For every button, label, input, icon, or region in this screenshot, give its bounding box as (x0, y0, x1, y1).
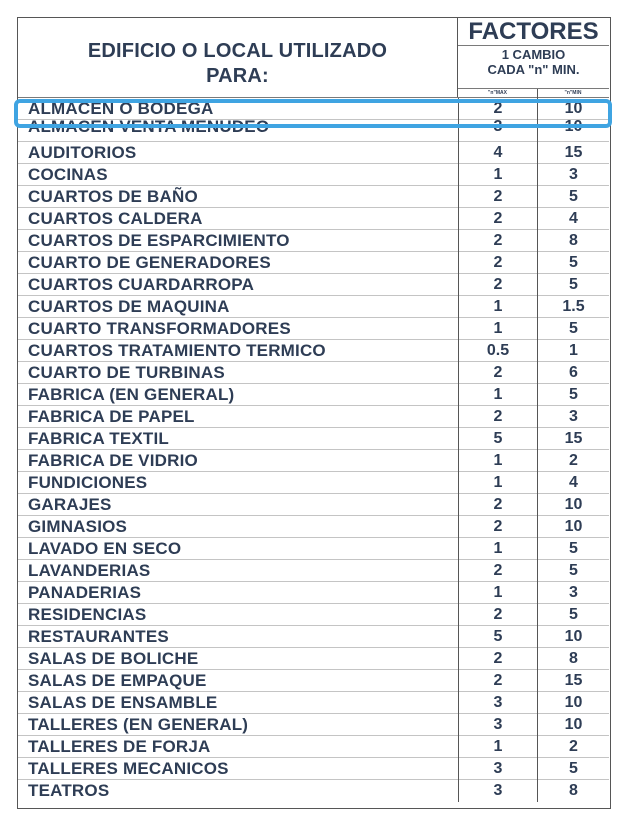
table-row (18, 296, 609, 318)
column-title-line1: EDIFICIO O LOCAL UTILIZADO (87, 40, 388, 62)
n-min-cell: 5 (537, 758, 609, 780)
n-max-cell: 1 (458, 318, 537, 340)
building-name-cell: CUARTOS DE MAQUINA (28, 297, 230, 316)
n-max-cell: 1 (458, 538, 537, 560)
n-min-cell: 2 (537, 450, 609, 472)
n-max-cell: 2 (458, 230, 537, 252)
table-row (18, 516, 609, 538)
table-row (18, 362, 609, 384)
building-name-cell: CUARTO DE TURBINAS (28, 363, 225, 382)
n-max-cell: 1 (458, 582, 537, 604)
n-min-cell: 8 (537, 780, 609, 802)
table-row (18, 142, 609, 164)
building-name-cell: LAVANDERIAS (28, 561, 151, 580)
every-n-min-label: CADA "n" MIN. (487, 62, 580, 77)
n-min-cell: 6 (537, 362, 609, 384)
subcolumn-header-row (458, 88, 609, 97)
n-min-cell: 1 (537, 340, 609, 362)
table-row (18, 494, 609, 516)
building-name-cell: RESTAURANTES (28, 627, 169, 646)
n-max-cell: 3 (458, 120, 537, 142)
building-name-cell: COCINAS (28, 165, 108, 184)
factors-table (17, 17, 611, 809)
table-row (18, 692, 609, 714)
table-row (18, 450, 609, 472)
n-max-header: "n"MAX (488, 90, 507, 96)
building-name-cell: ALMACEN O BODEGA (28, 99, 214, 118)
n-max-cell: 2 (458, 494, 537, 516)
building-name-cell: CUARTOS CALDERA (28, 209, 203, 228)
table-row (18, 318, 609, 340)
building-name-cell: LAVADO EN SECO (28, 539, 182, 558)
table-row (18, 758, 609, 780)
n-min-cell: 5 (537, 318, 609, 340)
table-row (18, 186, 609, 208)
table-row (18, 428, 609, 450)
n-min-cell: 10 (537, 494, 609, 516)
n-max-cell: 3 (458, 758, 537, 780)
n-min-cell: 5 (537, 604, 609, 626)
n-max-cell: 1 (458, 736, 537, 758)
table-row (18, 274, 609, 296)
n-max-cell: 1 (458, 472, 537, 494)
building-name-cell: SALAS DE EMPAQUE (28, 671, 207, 690)
building-name-cell: CUARTOS TRATAMIENTO TERMICO (28, 341, 326, 360)
building-name-cell: CUARTOS DE BAÑO (28, 187, 198, 206)
n-min-cell: 15 (537, 428, 609, 450)
table-row (18, 472, 609, 494)
building-name-cell: PANADERIAS (28, 583, 142, 602)
n-min-cell: 15 (537, 670, 609, 692)
building-name-cell: GIMNASIOS (28, 517, 128, 536)
building-name-cell: CUARTO DE GENERADORES (28, 253, 271, 272)
building-name-cell: CUARTOS DE ESPARCIMIENTO (28, 231, 290, 250)
n-max-cell: 4 (458, 142, 537, 164)
n-max-cell: 3 (458, 692, 537, 714)
building-column-header (18, 18, 458, 97)
n-max-cell: 3 (458, 714, 537, 736)
building-name-cell: AUDITORIOS (28, 143, 137, 162)
table-body (18, 98, 609, 802)
table-row (18, 560, 609, 582)
n-max-cell: 5 (458, 428, 537, 450)
n-max-cell: 2 (458, 186, 537, 208)
n-min-cell: 5 (537, 538, 609, 560)
n-max-cell: 2 (458, 252, 537, 274)
n-min-cell: 5 (537, 384, 609, 406)
n-max-cell: 2 (458, 208, 537, 230)
n-min-cell: 1.5 (537, 296, 609, 318)
n-max-cell: 3 (458, 780, 537, 802)
building-name-cell: RESIDENCIAS (28, 605, 147, 624)
building-name-cell: FABRICA (EN GENERAL) (28, 385, 235, 404)
building-name-cell: TEATROS (28, 781, 110, 800)
n-max-cell: 2 (458, 98, 537, 120)
table-row (18, 208, 609, 230)
factors-column-header (458, 18, 609, 97)
building-name-cell: TALLERES (EN GENERAL) (28, 715, 249, 734)
table-row (18, 164, 609, 186)
n-min-cell: 5 (537, 252, 609, 274)
n-max-cell: 0.5 (458, 340, 537, 362)
table-row (18, 604, 609, 626)
factores-title: FACTORES (458, 18, 609, 46)
table-row (18, 626, 609, 648)
n-min-cell: 5 (537, 186, 609, 208)
table-row (18, 736, 609, 758)
n-max-cell: 1 (458, 296, 537, 318)
n-max-cell: 5 (458, 626, 537, 648)
building-name-cell: ALMACEN VENTA MENUDEO (28, 120, 270, 136)
n-min-cell: 8 (537, 648, 609, 670)
table-row (18, 98, 609, 120)
n-min-cell: 10 (537, 98, 609, 120)
table-row (18, 230, 609, 252)
table-row (18, 384, 609, 406)
n-min-cell: 3 (537, 582, 609, 604)
building-name-cell: SALAS DE BOLICHE (28, 649, 199, 668)
table-row (18, 406, 609, 428)
n-max-cell: 2 (458, 648, 537, 670)
building-name-cell: FABRICA DE VIDRIO (28, 451, 198, 470)
n-min-cell: 4 (537, 472, 609, 494)
building-name-cell: CUARTO TRANSFORMADORES (28, 319, 291, 338)
building-name-cell: FUNDICIONES (28, 473, 148, 492)
n-min-cell: 2 (537, 736, 609, 758)
n-min-cell: 4 (537, 208, 609, 230)
n-max-cell: 1 (458, 450, 537, 472)
n-max-cell: 2 (458, 560, 537, 582)
n-max-cell: 1 (458, 384, 537, 406)
n-min-cell: 5 (537, 274, 609, 296)
building-name-cell: SALAS DE ENSAMBLE (28, 693, 218, 712)
n-min-cell: 3 (537, 164, 609, 186)
n-max-cell: 2 (458, 670, 537, 692)
n-max-cell: 1 (458, 164, 537, 186)
building-name-cell: TALLERES MECANICOS (28, 759, 229, 778)
change-label: 1 CAMBIO (501, 47, 566, 62)
column-title-line2: PARA: (206, 65, 269, 87)
n-min-cell: 8 (537, 230, 609, 252)
table-row (18, 538, 609, 560)
n-max-cell: 2 (458, 406, 537, 428)
n-min-header: "n"MIN (564, 90, 582, 96)
building-name-cell: GARAJES (28, 495, 112, 514)
table-row (18, 582, 609, 604)
table-row (18, 714, 609, 736)
n-max-cell: 2 (458, 604, 537, 626)
n-max-cell: 2 (458, 362, 537, 384)
n-max-cell: 2 (458, 516, 537, 538)
n-min-cell: 10 (537, 692, 609, 714)
building-name-cell: CUARTOS CUARDARROPA (28, 275, 255, 294)
n-min-cell: 10 (537, 714, 609, 736)
n-min-cell: 15 (537, 142, 609, 164)
n-min-cell: 5 (537, 560, 609, 582)
n-min-cell: 3 (537, 406, 609, 428)
building-name-cell: FABRICA TEXTIL (28, 429, 169, 448)
n-min-cell: 10 (537, 516, 609, 538)
table-row (18, 120, 609, 142)
building-name-cell: FABRICA DE PAPEL (28, 407, 195, 426)
table-row (18, 648, 609, 670)
table-row (18, 670, 609, 692)
n-min-cell: 10 (537, 626, 609, 648)
table-row (18, 252, 609, 274)
n-max-cell: 2 (458, 274, 537, 296)
building-name-cell: TALLERES DE FORJA (28, 737, 211, 756)
n-min-cell: 10 (537, 120, 609, 142)
table-row (18, 340, 609, 362)
table-header (18, 18, 609, 98)
table-row (18, 780, 609, 802)
